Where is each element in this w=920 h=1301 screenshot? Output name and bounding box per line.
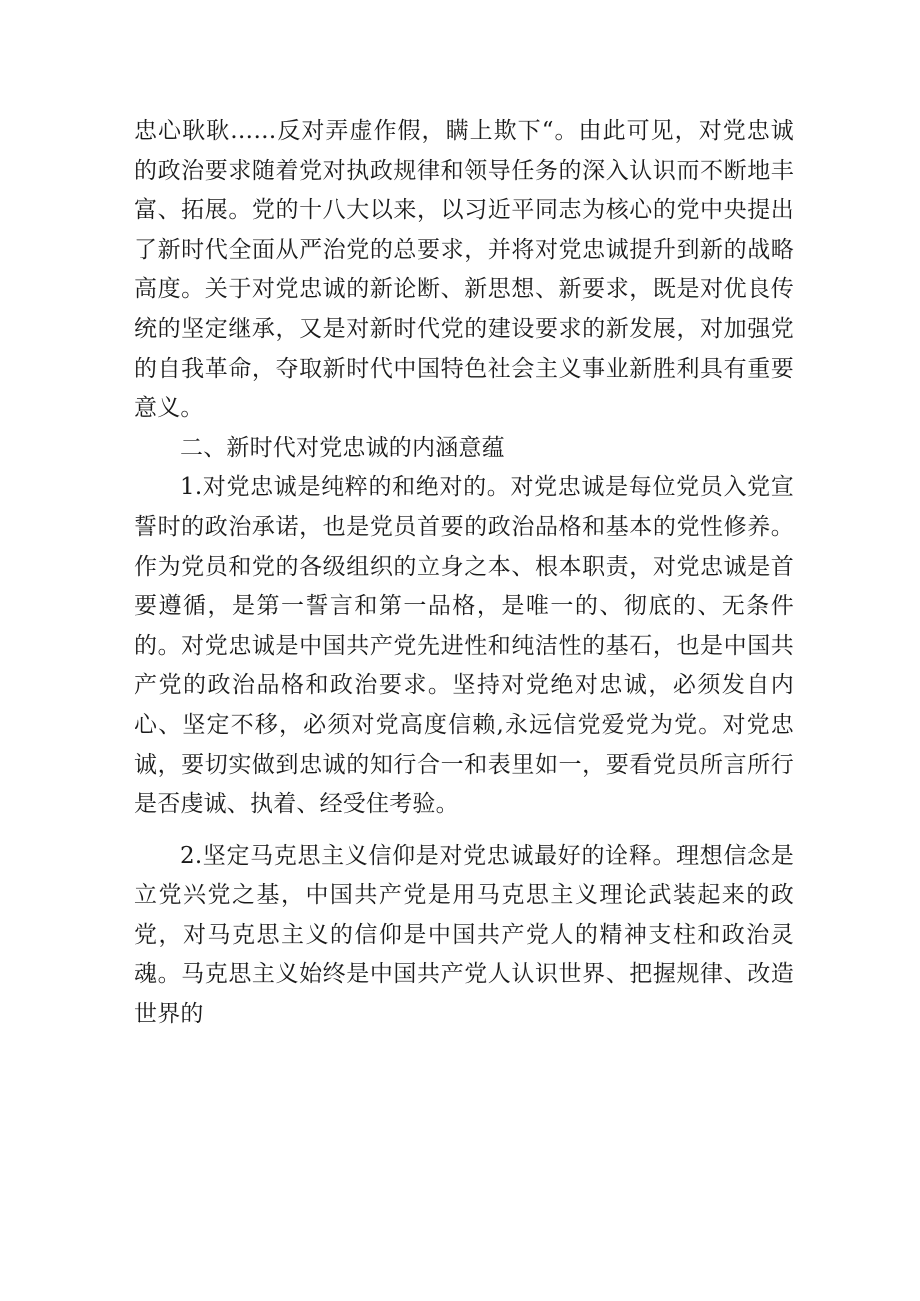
section-heading: 二、新时代对党忠诚的内涵意蕴 (180, 434, 505, 461)
paragraph-continuation: 忠心耿耿……反对弄虚作假，瞒上欺下“。由此可见，对党忠诚的政治要求随着党对执政规律和领导任务的深入认识而不断地丰富、拓展。党的十八大以来，以习近平同志为核心的党中央提出了新时代全面从严治党的总要求，并将对党忠诚提升到新的战略高度。关于对党忠诚的新论断、新思想、新要求，既是对优良传统的坚定继承，又是对新时代党的建设要求的新发展，对加强党的自我革命，夺取新时代中国特色社会主义事业新胜利具有重要意义。 (134, 118, 794, 422)
paragraph-point-1: 1.对党忠诚是纯粹的和绝对的。对党忠诚是每位党员入党宣誓时的政治承诺，也是党员首要的政治品格和基本的党性修养。作为党员和党的各级组织的立身之本、根本职责，对党忠诚是首要遵循，是第一誓言和第一品格，是唯一的、彻底的、无条件的。对党忠诚是中国共产党先进性和纯洁性的基石，也是中国共产党的政治品格和政治要求。坚持对党绝对忠诚，必须发自内心、坚定不移，必须对党高度信赖,永远信党爱党为党。对党忠诚，要切实做到忠诚的知行合一和表里如一，要看党员所言所行是否虔诚、执着、经受住考验。 (134, 474, 794, 818)
paragraph-point-2: 2.坚定马克思主义信仰是对党忠诚最好的诠释。理想信念是立党兴党之基，中国共产党是用马克思主义理论武装起来的政党，对马克思主义的信仰是中国共产党人的精神支柱和政治灵魂。马克思主义始终是中国共产党人认识世界、把握规律、改造世界的 (134, 842, 794, 1028)
document-body (134, 112, 794, 1035)
